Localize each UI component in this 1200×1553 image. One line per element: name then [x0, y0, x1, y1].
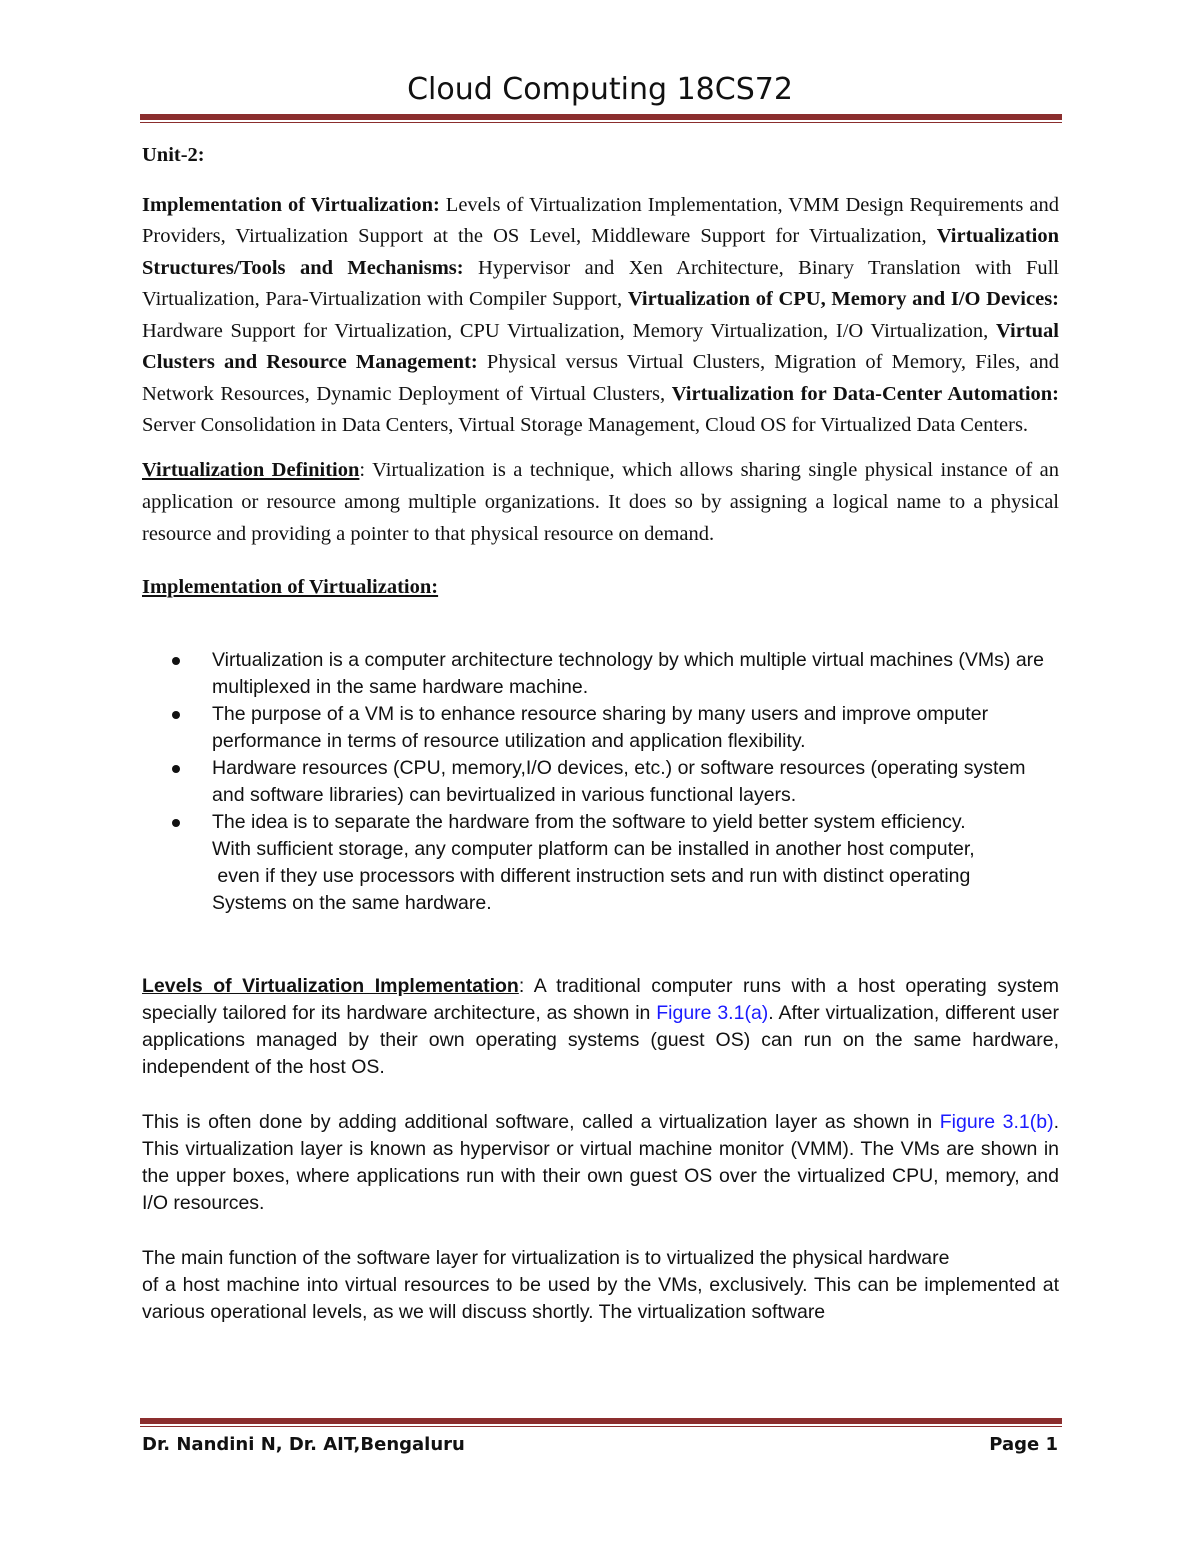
bullet-icon	[172, 657, 180, 665]
list-item-text: Hardware resources (CPU, memory,I/O devices, etc.) or software resources (operating system and software libraries) can bevirtualized in various functional layers.	[212, 757, 1026, 806]
list-item-text: Virtualization is a computer architecture technology by which multiple virtual machines (VMs) are multiplexed in the same hardware machine.	[212, 649, 1044, 698]
implementation-heading-text: Implementation of Virtualization:	[142, 575, 439, 598]
footer-rule	[140, 1418, 1062, 1424]
list-item-text: The idea is to separate the hardware from the software to yield better system efficiency.	[212, 811, 966, 833]
syllabus-part: Virtualization Structures/Tools and Mechanisms:	[142, 225, 1059, 279]
header-rule-thin	[140, 122, 1062, 123]
hypervisor-text-end: . This virtualization layer is known as hypervisor or virtual machine monitor (VMM). The VMs are shown in the upper boxes, where applications run with their own guest OS over the virtualized CPU, memory, and I/O resources.	[142, 1111, 1059, 1214]
syllabus-part: Levels of Virtualization Implementation, VMM Design Requirements and Providers, Virtualization Support at the OS Level, Middleware Support for Virtualization,	[142, 193, 1059, 247]
continuation-line: Systems on the same hardware.	[212, 892, 492, 914]
footer-page-number: Page 1	[989, 1434, 1058, 1455]
list-item-text: The purpose of a VM is to enhance resource sharing by many users and improve omputer performance in terms of resource utilization and application flexibility.	[212, 703, 989, 752]
figure-link[interactable]: Figure 3.1(b)	[939, 1111, 1054, 1133]
bullet-icon	[172, 819, 180, 827]
footer-rule-thin	[140, 1426, 1062, 1427]
levels-text-end: . After virtualization, different user applications managed by their own operating systems (guest OS) can run on the same hardware, independent of the host OS.	[142, 1002, 1059, 1078]
syllabus-part: Physical versus Virtual Clusters, Migration of Memory, Files, and Network Resources, Dynamic Deployment of Virtual Clusters,	[142, 351, 1059, 405]
continuation-line: With sufficient storage, any computer platform can be installed in another host computer,	[212, 838, 975, 860]
hypervisor-text: This is often done by adding additional software, called a virtualization layer as shown in	[142, 1111, 940, 1133]
syllabus-part: Implementation of Virtualization:	[142, 193, 440, 216]
list-item	[142, 647, 1059, 701]
levels-heading: Levels of Virtualization Implementation	[142, 975, 519, 997]
unit-heading: Unit-2:	[142, 144, 205, 166]
levels-paragraph	[142, 973, 1059, 1081]
implementation-bullet-list	[142, 647, 1059, 917]
main-function-line: The main function of the software layer for virtualization is to virtualized the physical hardware	[142, 1247, 950, 1269]
continuation-line: even if they use processors with different instruction sets and run with distinct operating	[212, 865, 971, 887]
definition-text: : Virtualization is a technique, which allows sharing single physical instance of an application or resource among multiple organizations. It does so by assigning a logical name to a physical resource and providing a pointer to that physical resource on demand.	[142, 458, 1059, 545]
list-item	[142, 755, 1059, 809]
figure-link[interactable]: Figure 3.1(a)	[656, 1002, 769, 1024]
hypervisor-paragraph	[142, 1109, 1059, 1217]
page-header-title: Cloud Computing 18CS72	[407, 72, 793, 107]
syllabus-part: Hardware Support for Virtualization, CPU Virtualization, Memory Virtualization, I/O Virtualization,	[142, 319, 996, 342]
syllabus-part: Virtual Clusters and Resource Management:	[142, 319, 1059, 373]
footer-author: Dr. Nandini N, Dr. AIT,Bengaluru	[142, 1434, 465, 1455]
definition-heading: Virtualization Definition	[142, 458, 360, 481]
main-function-continuation	[142, 1272, 1059, 1326]
page-content	[142, 140, 1059, 1326]
main-function-text: of a host machine into virtual resources to be used by the VMs, exclusively. This can be implemented at various operational levels, as we will discuss shortly. The virtualization software	[142, 1274, 1059, 1323]
implementation-heading	[142, 572, 1059, 604]
syllabus-paragraph	[142, 190, 1059, 442]
syllabus-part: Server Consolidation in Data Centers, Virtual Storage Management, Cloud OS for Virtualized Data Centers.	[142, 414, 1029, 436]
syllabus-part: Virtualization of CPU, Memory and I/O Devices:	[627, 288, 1059, 310]
bullet-icon	[172, 711, 180, 719]
bullet-icon	[172, 765, 180, 773]
syllabus-part: Virtualization for Data-Center Automation:	[671, 382, 1059, 405]
main-function-paragraph	[142, 1245, 1059, 1272]
list-item	[142, 809, 1059, 917]
syllabus-part: Hypervisor and Xen Architecture, Binary Translation with Full Virtualization, Para-Virtualization with Compiler Support,	[142, 256, 1059, 310]
header-rule	[140, 114, 1062, 120]
list-item	[142, 701, 1059, 755]
levels-text: : A traditional computer runs with a host operating system specially tailored for its hardware architecture, as shown in	[142, 975, 1059, 1024]
definition-paragraph	[142, 454, 1059, 550]
